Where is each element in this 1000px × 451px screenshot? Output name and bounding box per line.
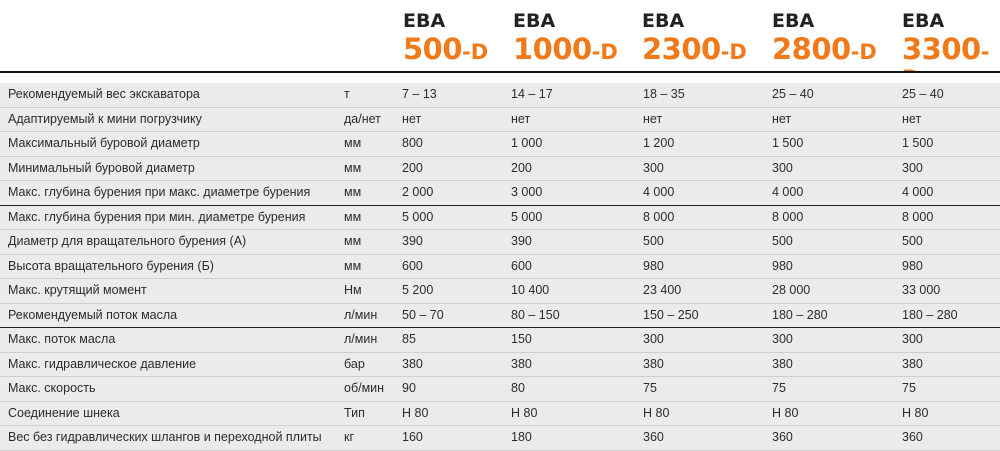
row-value: 380 [902,356,923,371]
model-number: 2300 [642,32,721,66]
model-number: 3300 [902,32,981,66]
row-value: 75 [902,381,916,395]
row-value: 150 [511,332,532,346]
row-value: 300 [902,160,923,175]
row-value: 360 [643,430,664,444]
table-row [0,132,1000,157]
row-value: 25 – 40 [772,87,814,101]
row-label: Соединение шнека [8,405,120,420]
row-value: 300 [772,160,793,175]
table-row [0,255,1000,280]
model-number: 2800 [772,32,851,66]
table-row [0,353,1000,378]
row-value: 5 000 [511,209,543,224]
row-label: Вес без гидравлических шлангов и переходной плиты [8,430,322,444]
row-value: 7 – 13 [402,87,437,101]
row-value: 160 [402,430,423,444]
row-unit: мм [344,258,362,273]
model-column-header [513,10,618,66]
row-unit: мм [344,234,362,248]
row-value: нет [902,111,922,126]
table-row [0,377,1000,402]
row-value: 360 [902,430,923,444]
row-value: 1 000 [511,136,543,150]
row-value: 8 000 [902,209,934,224]
row-value: 380 [643,356,664,371]
row-value: 360 [772,430,793,444]
row-value: нет [402,111,422,126]
model-column-header [642,10,747,66]
row-label: Макс. глубина бурения при мин. диаметре бурения [8,209,306,224]
row-unit: Тип [344,405,365,420]
model-suffix: - [980,40,990,64]
table-spacer [0,73,1000,83]
row-label: Рекомендуемый поток масла [8,307,178,322]
row-unit: мм [344,136,362,150]
row-value: 300 [772,332,793,346]
row-unit: мм [344,160,362,175]
row-label: Рекомендуемый вес экскаватора [8,87,200,101]
row-unit: т [344,87,350,101]
model-brand: EBA [902,10,945,32]
model-suffix: -D [850,40,877,64]
row-value: 8 000 [643,209,675,224]
row-value: 1 200 [643,136,675,150]
row-value: 50 – 70 [402,307,444,322]
row-label: Максимальный буровой диаметр [8,136,200,150]
row-value: 500 [772,234,793,248]
table-row [0,402,1000,427]
row-unit: мм [344,185,362,199]
row-label: Макс. глубина бурения при макс. диаметре бурения [8,185,311,199]
row-value: 80 – 150 [511,307,560,322]
model-suffix: -D [462,40,489,64]
row-value: нет [772,111,792,126]
row-value: H 80 [772,405,799,420]
model-brand: EBA [513,10,556,32]
row-unit: кг [344,430,355,444]
row-value: 380 [402,356,423,371]
row-value: 18 – 35 [643,87,685,101]
row-value: 150 – 250 [643,307,699,322]
row-value: 75 [772,381,786,395]
table-row [0,83,1000,108]
model-number: 1000 [513,32,592,66]
row-value: 980 [643,258,664,273]
row-value: 33 000 [902,283,941,297]
row-value: 300 [902,332,923,346]
row-value: 600 [402,258,423,273]
row-value: 85 [402,332,416,346]
row-value: 380 [772,356,793,371]
row-value: 800 [402,136,423,150]
row-value: нет [511,111,531,126]
table-row [0,206,1000,231]
row-value: 1 500 [902,136,934,150]
row-value: 180 [511,430,532,444]
specifications-table [0,71,1000,451]
table-row [0,279,1000,304]
row-value: 600 [511,258,532,273]
row-value: 25 – 40 [902,87,944,101]
row-value: H 80 [511,405,538,420]
row-label: Макс. скорость [8,381,96,395]
row-label: Высота вращательного бурения (Б) [8,258,214,273]
row-value: 2 000 [402,185,434,199]
table-row [0,304,1000,329]
row-value: 980 [772,258,793,273]
row-value: 8 000 [772,209,804,224]
row-label: Минимальный буровой диаметр [8,160,195,175]
row-unit: л/мин [344,307,378,322]
row-label: Адаптируемый к мини погрузчику [8,111,202,126]
row-value: 180 – 280 [772,307,828,322]
row-value: 4 000 [643,185,675,199]
row-value: 14 – 17 [511,87,553,101]
row-value: 75 [643,381,657,395]
row-value: 80 [511,381,525,395]
model-brand: EBA [772,10,815,32]
row-label: Макс. поток масла [8,332,116,346]
row-label: Диаметр для вращательного бурения (А) [8,234,247,248]
row-value: 4 000 [902,185,934,199]
row-value: 5 200 [402,283,434,297]
row-value: 200 [511,160,532,175]
row-unit: мм [344,209,362,224]
row-value: 23 400 [643,283,682,297]
row-value: 4 000 [772,185,804,199]
row-value: H 80 [643,405,670,420]
model-column-header [772,10,877,66]
model-suffix: -D [720,40,747,64]
row-value: 90 [402,381,416,395]
row-unit: об/мин [344,381,385,395]
model-column-header [403,10,488,66]
row-value: 390 [402,234,423,248]
row-value: 3 000 [511,185,543,199]
row-value: 980 [902,258,923,273]
table-row [0,230,1000,255]
row-value: 300 [643,332,664,346]
model-header [0,0,1000,70]
row-value: 1 500 [772,136,804,150]
model-suffix: -D [591,40,618,64]
row-label: Макс. гидравлическое давление [8,356,197,371]
row-value: 390 [511,234,532,248]
row-unit: Нм [344,283,362,297]
row-value: нет [643,111,663,126]
row-value: 500 [643,234,664,248]
row-value: 180 – 280 [902,307,958,322]
row-value: 10 400 [511,283,550,297]
row-unit: бар [344,356,365,371]
row-value: 200 [402,160,423,175]
model-brand: EBA [642,10,685,32]
row-value: H 80 [902,405,929,420]
model-number: 500 [403,32,463,66]
row-value: 380 [511,356,532,371]
model-brand: EBA [403,10,446,32]
table-row [0,157,1000,182]
table-row [0,108,1000,133]
table-row [0,181,1000,206]
row-label: Макс. крутящий момент [8,283,147,297]
row-value: H 80 [402,405,429,420]
table-row [0,426,1000,451]
row-unit: л/мин [344,332,378,346]
row-unit: да/нет [344,111,381,126]
table-row [0,328,1000,353]
row-value: 500 [902,234,923,248]
row-value: 300 [643,160,664,175]
row-value: 5 000 [402,209,434,224]
row-value: 28 000 [772,283,811,297]
